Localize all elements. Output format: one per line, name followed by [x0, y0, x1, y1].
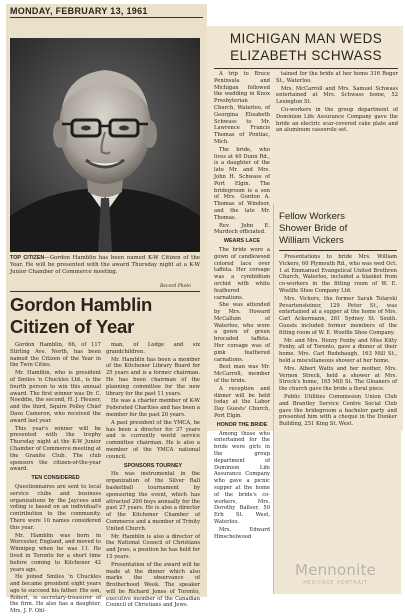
paragraph: Questionnaires are sent to local service clubs and business organizations by the Jaycees and voting is based on an individual's contribution to the community. There were 10 names considered this year.	[10, 483, 101, 531]
paragraph: Gordon Hamblin, 66, of 117 Stirling Ave. North, has been named the Citizen of the Year in the Twin Cities.	[10, 342, 101, 369]
paragraph: Mrs. Albert Watts and her mother, Mrs. Vernon Streck, held a shower at Mrs. Streck's home, 165 Mill St. The Gloaners of the church gave the bride a floral piece.	[279, 365, 397, 393]
caption-body: —Gordon Hamblin has been named K-W Citizen of the Year. He will be presented with the award Thursday night at a K-W Junior Chamber of Commerce meeting.	[10, 255, 200, 275]
paragraph: He was instrumental in the organization of the Silver Ball basketball tournament by sponsoring the event, which has attracted 200 boys annually for the past 27 years. He is also a director of the Kitchener Chamber of Commerce and a member of Trinity United Church.	[106, 471, 200, 532]
story-left-col1	[10, 342, 101, 616]
portrait-photo	[10, 38, 200, 252]
paragraph: She was attended by Mrs. Howard McCallum of Waterloo, who wore a gown of green brocaded taffeta. Her corsage was of pink feathered carnations.	[214, 302, 270, 363]
paragraph: tained for the bride at her home 316 Roger St., Waterloo.	[276, 71, 398, 84]
paragraph: He joined Smiles 'n Chuckles and became president eight years ago to succeed his father. His son, Robert, is secretary-treasurer of the firm. He also has a daughter, Mrs. J. F. Ohl-	[10, 574, 101, 615]
paragraph: Presentation of the award will be made at the dinner which also marks the observance of Brotherhood Week. The speaker will be Richard Jones of Toronto, executive member of the Canadian Council of Christians and Jews.	[106, 561, 200, 609]
caption-lead: TOP CITIZEN	[10, 255, 45, 261]
headline-line: MICHIGAN MAN WEDS	[229, 31, 383, 46]
story-right-top-col1	[214, 71, 270, 541]
paragraph: A trip to Bruce Peninsula and Michigan followed the wedding in Knox Presbyterian Church, Waterloo, of Georgina Elizabeth Schwass to Mr. Lawrence Francis Thomas of Pontiac, Mich.	[214, 71, 270, 145]
story-right-bottom-headline	[279, 211, 397, 247]
headline-rule-top	[10, 291, 200, 292]
subhead: HONOR THE BRIDE	[216, 421, 268, 428]
paragraph: Mr. Hamblin was born in Worcester, England, and moved to Winnipeg when he was 11. He lived in Toronto for a short time before coming to Kitchener 42 years ago.	[10, 532, 101, 573]
archive-watermark	[268, 561, 403, 586]
story-left-headline	[10, 294, 200, 338]
headline-rule	[214, 68, 398, 69]
paragraph: Co-workers in the group department of Dominion Life Assurance Company gave the bride an electric scar-covered cake plate and an aluminum casserole set.	[276, 106, 398, 134]
paragraph: Mrs. Vickers, the former Sarah Tolarski Pevartensteiner, 129 Peter St., was entertained at a supper at the home of Mrs. Carl Ackermann, 261 Sydney St. South. Guests included former members of the fitting room of W. E. Woelfle Shoe Company.	[279, 295, 397, 336]
clipping-dateline: MONDAY, FEBRUARY 13, 1961	[10, 6, 148, 16]
paragraph: man, of Lodge and six grandchildren.	[106, 342, 200, 355]
paragraph: Among those who entertained for the bride were girls in the group department of Dominion Life Assurance Company who gave a picnic supper at the home of the bride's co-workers, Mrs. Dorothy Ballser, 50 Erb St. West, Waterloo.	[214, 430, 270, 525]
paragraph: Public Utilities Commission Union Club and Brantley Service Centre Social Club gave the bridegroom a bachelor party and presented him with a cheque in the Dunker Building, 251 King St. West.	[279, 393, 397, 428]
paragraph: A past president of the YMCA, he has been a director for 37 years and is currently world service committee chairman. He is also a member of the YMCA national council.	[106, 419, 200, 460]
paragraph: Mr. Hamblin is also a director of the National Council of Christians and Jews, a position he has held for 15 years.	[106, 533, 200, 560]
photo-caption	[10, 255, 200, 276]
paragraph: He was a charter member of K-W Federated Charities and has been a member for the past 20 years.	[106, 398, 200, 418]
dateline-rule	[10, 17, 203, 18]
paragraph: The bride, who lives at 40 Dunn Rd., is a daughter of the late Mr. and Mrs. John H. Schwass of Port Elgin. The bridegroom is a son of Mrs. Gordon A. Thomas of Windsor, and the late Mr. Thomas.	[214, 146, 270, 221]
photo-credit: Record Photo	[160, 284, 191, 289]
watermark-name: Mennonite	[295, 561, 376, 579]
paragraph: Mr. and Mrs. Henry Fenby and Miss Kitty Fenby, all of Toronto, gave a dinner at their home. Mrs. Carl Redebaugh, 163 Mill St., held a miscellaneous shower at her home.	[279, 337, 397, 364]
paragraph: This year's winner will be presented with the trophy Thursday night at the K-W Junior Chamber of Commerce meeting at the Granite Club. The club sponsors the citizen-of-the-year award.	[10, 425, 101, 473]
headline-line: ELIZABETH SCHWASS	[230, 48, 382, 63]
story-right-top-headline	[214, 30, 398, 64]
paragraph: Mr. Hamblin has been a member of the Kitchener Library Board for 25 years and is a former chairman. He has been chairman of the planning committee for the new library for the past 11 years.	[106, 356, 200, 397]
subhead: WEARS LACE	[223, 238, 261, 245]
headline-line: Gordon Hamblin	[10, 294, 153, 315]
paragraph: Presentations to bride Mrs. William Vickers, 60 Plymouth Rd., who was wed Oct. 1 at Emmanuel Evangelical United Brethren Church, Waterloo, included a blanket from co-workers in the fitting room of W. E. Woelfle Shoe Company Ltd.	[279, 254, 397, 294]
subhead: SPONSORS TOURNEY	[123, 462, 183, 469]
paragraph: Mr. Hamblin, who is president of Smiles 'n Chuckles Ltd., is the fourth person to win this annual award. The first winner was Dr. C. Noeddie, the second, H. J. Heuser, and the third, Squire Polley Chief Dave Cameron, who received the award last year.	[10, 370, 101, 424]
paragraph: Best man was Mr. McCarroll, member of the bride.	[214, 364, 270, 385]
paragraph: Rev. John E. Murdoch officiated.	[214, 222, 270, 236]
watermark-subtitle: HERITAGE PORTRAIT	[303, 580, 368, 586]
subhead: TEN CONSIDERED	[31, 475, 80, 482]
portrait-illustration	[10, 38, 200, 252]
headline-line: Fellow Workers	[279, 211, 345, 222]
paragraph: A reception and dinner will be held today at the Labor Day Guests' Church, Port Elgin.	[214, 385, 270, 420]
headline-line: Shower Bride of	[279, 223, 348, 234]
headline-line: Citizen of Year	[10, 316, 135, 337]
story-left-col2	[106, 342, 200, 610]
paragraph: Mrs. Edward Hinschelwood	[214, 526, 270, 540]
story-right-bottom-col	[279, 254, 397, 429]
paragraph: Mrs. McCarroll and Mrs. Samuel Schwass entertained at Mrs. Schwass home, 52 Lexington St.	[276, 85, 398, 106]
headline-rule	[279, 250, 397, 251]
story-right-top-col2	[276, 71, 398, 135]
paragraph: The bride wore a gown of candlewood colored lace over taffeta. Her corsage was a cymbidium orchid with white feathered carnations.	[214, 246, 270, 301]
headline-line: William Vickers	[279, 235, 344, 246]
